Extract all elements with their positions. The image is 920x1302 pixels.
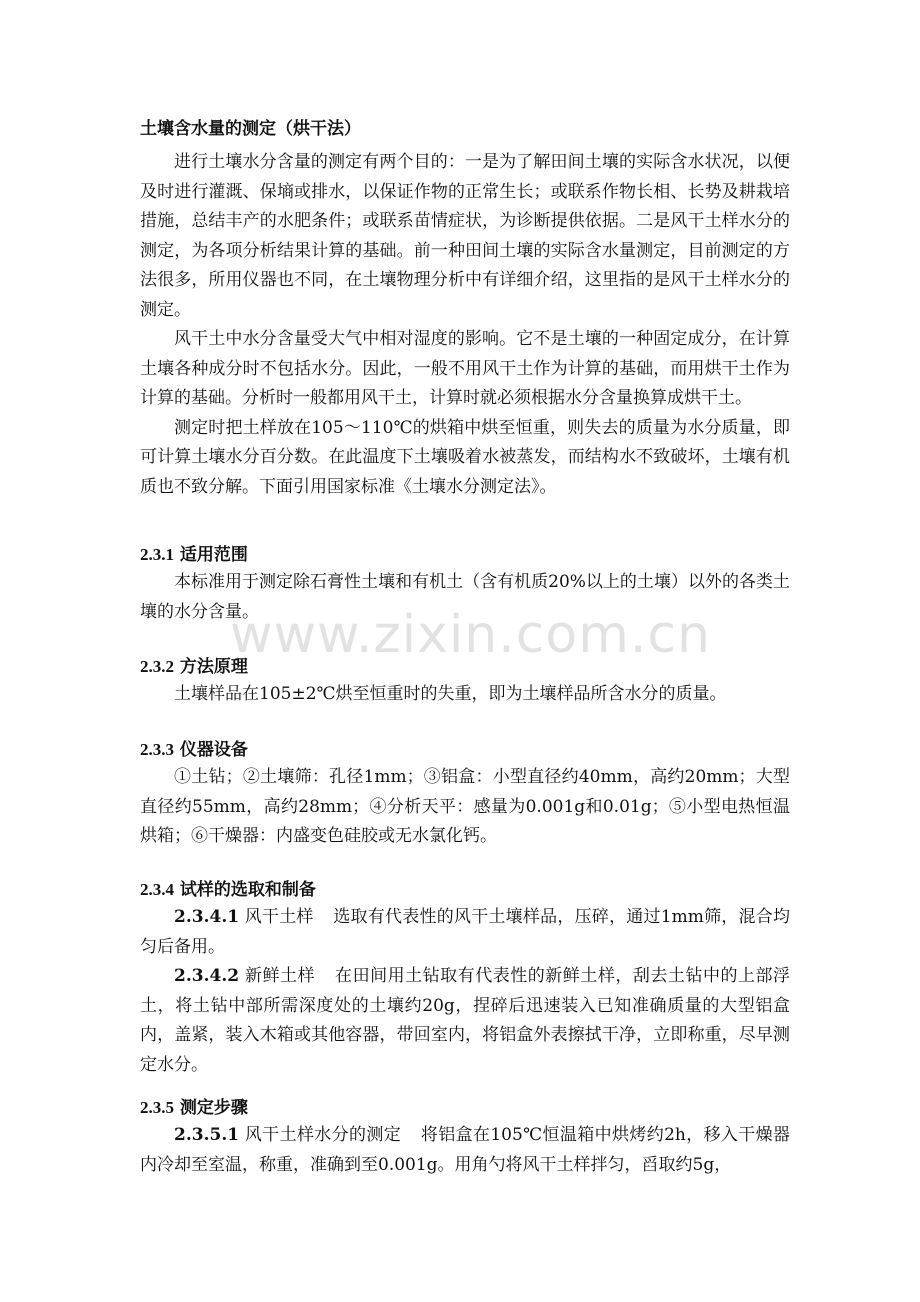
- section-2-3-2: [140, 654, 790, 710]
- subsection-label: 风干土样水分的测定: [244, 1125, 402, 1145]
- intro-section: [140, 148, 790, 502]
- section-number: 2.3.3: [140, 740, 174, 759]
- subsection-number: 2.3.4.1: [174, 907, 240, 927]
- section-number: 2.3.5: [140, 1098, 174, 1117]
- section-heading: [140, 877, 790, 903]
- section-title: 测定步骤: [179, 1098, 248, 1118]
- section-number: 2.3.1: [140, 545, 174, 564]
- section-text: 本标准用于测定除石膏性土壤和有机土（含有机质20%以上的土壤）以外的各类土壤的水分含量。: [140, 572, 790, 622]
- section-heading: [140, 1095, 790, 1121]
- subsection-label: 新鲜土样: [245, 966, 316, 986]
- intro-paragraph-3: 测定时把土样放在105～110℃的烘箱中烘至恒重，则失去的质量为水分质量，即可计算土壤水分百分数。在此温度下土壤吸着水被蒸发，而结构水不致破坏，土壤有机质也不致分解。下面引用国家标准《土壤水分测定法》。: [140, 417, 790, 497]
- subsection-2-3-4-1: [140, 903, 790, 962]
- subsection-number: 2.3.5.1: [174, 1125, 240, 1145]
- subsection-text: 将铝盒在105℃恒温箱中烘烤约2h，移入干燥器内冷却至室温，称重，准确到至0.001g。用角勺将风干土样拌匀，舀取约5g，: [140, 1125, 791, 1175]
- subsection-2-3-4-2: [140, 962, 790, 1080]
- section-heading: [140, 737, 790, 763]
- section-number: 2.3.4: [140, 880, 174, 899]
- subsection-text: 选取有代表性的风干土壤样品，压碎，通过1mm筛，混合均匀后备用。: [140, 907, 791, 957]
- section-heading: [140, 654, 790, 680]
- intro-paragraph-1: 进行土壤水分含量的测定有两个目的：一是为了解田间土壤的实际含水状况，以便及时进行灌溉、保墒或排水，以保证作物的正常生长；或联系作物长相、长势及耕栽培措施，总结丰产的水肥条件；或联系苗情症状，为诊断提供依据。二是风干土样水分的测定，为各项分析结果计算的基础。前一种田间土壤的实际含水量测定，目前测定的方法很多，所用仪器也不同，在土壤物理分析中有详细介绍，这里指的是风干土样水分的测定。: [140, 152, 790, 320]
- intro-paragraph-2: 风干土中水分含量受大气中相对湿度的影响。它不是土壤的一种固定成分，在计算土壤各种成分时不包括水分。因此，一般不用风干土作为计算的基础，而用烘干土作为计算的基础。分析时一般都用风干土，计算时就必须根据水分含量换算成烘干土。: [140, 329, 790, 408]
- section-2-3-1: [140, 542, 790, 627]
- subsection-label: 风干土样: [244, 907, 314, 927]
- section-2-3-5: [140, 1095, 790, 1180]
- section-text: ①土钻；②土壤筛：孔径1mm；③铝盒：小型直径约40mm，高约20mm；大型直径约55mm，高约28mm；④分析天平：感量为0.001g和0.01g；⑤小型电热恒温烘箱；⑥干燥器：内盛变色硅胶或无水氯化钙。: [140, 767, 790, 846]
- section-2-3-4: [140, 877, 790, 1080]
- section-number: 2.3.2: [140, 657, 174, 676]
- section-title: 适用范围: [179, 545, 248, 565]
- section-2-3-3: [140, 737, 790, 852]
- section-title: 试样的选取和制备: [179, 880, 316, 900]
- section-heading: [140, 542, 790, 568]
- watermark: www.zixin.com.cn: [230, 605, 711, 665]
- section-title: 仪器设备: [179, 740, 248, 760]
- subsection-text: 在田间用土钻取有代表性的新鲜土样，刮去土钻中的上部浮土，将土钻中部所需深度处的土壤约20g，捏碎后迅速装入已知准确质量的大型铝盒内，盖紧，装入木箱或其他容器，带回室内，将铝盒外表擦拭干净，立即称重，尽早测定水分。: [140, 966, 791, 1075]
- subsection-number: 2.3.4.2: [174, 966, 240, 986]
- page-title: 土壤含水量的测定（烘干法）: [140, 119, 361, 139]
- section-title: 方法原理: [179, 657, 248, 677]
- section-text: 土壤样品在105±2℃烘至恒重时的失重，即为土壤样品所含水分的质量。: [174, 684, 727, 704]
- subsection-2-3-5-1: [140, 1121, 790, 1180]
